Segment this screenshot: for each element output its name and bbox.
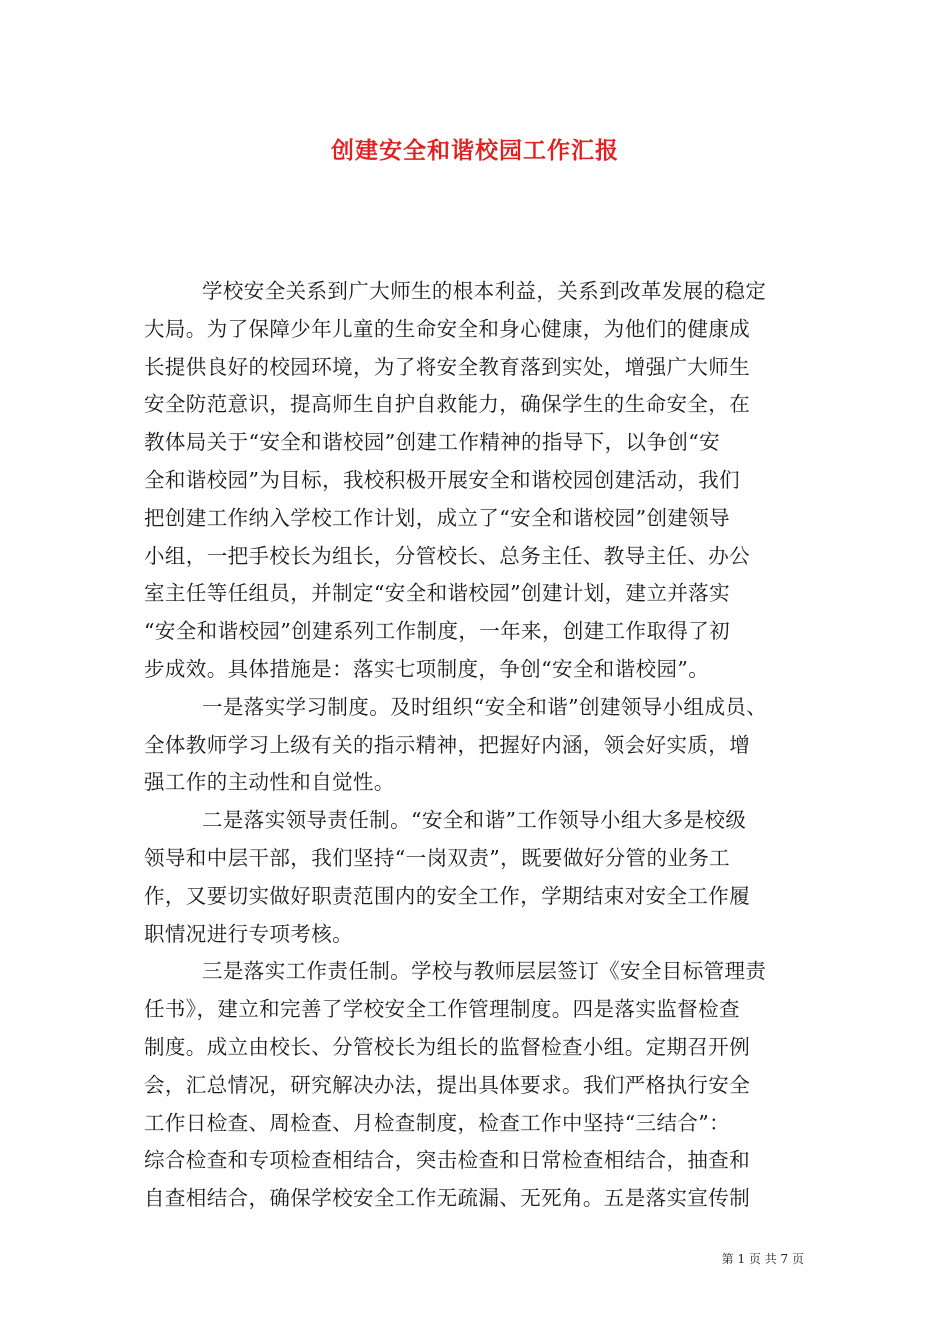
paragraph-1-line-2: 大局。为了保障少年儿童的生命安全和身心健康，为他们的健康成 <box>144 316 751 341</box>
paragraph-2-line-3: 强工作的主动性和自觉性。 <box>144 770 395 795</box>
paragraph-3-line-1: 二是落实领导责任制。“安全和谐”工作领导小组大多是校级 <box>202 808 747 833</box>
paragraph-3-line-4: 职情况进行专项考核。 <box>144 921 353 946</box>
paragraph-1-line-7: 把创建工作纳入学校工作计划，成立了“安全和谐校园”创建领导 <box>144 505 731 530</box>
paragraph-1-line-9: 室主任等任组员，并制定“安全和谐校园”创建计划，建立并落实 <box>144 581 731 606</box>
paragraph-4-line-3: 制度。成立由校长、分管校长为组长的监督检查小组。定期召开例 <box>144 1034 751 1059</box>
paragraph-3-line-2: 领导和中层干部，我们坚持“一岗双责”，既要做好分管的业务工 <box>144 845 731 870</box>
paragraph-3-line-3: 作，又要切实做好职责范围内的安全工作，学期结束对安全工作履 <box>144 883 751 908</box>
paragraph-4-line-1: 三是落实工作责任制。学校与教师层层签订《安全目标管理责 <box>202 959 767 984</box>
paragraph-4-line-2: 任书》，建立和完善了学校安全工作管理制度。四是落实监督检查 <box>144 997 740 1022</box>
paragraph-1-line-4: 安全防范意识，提高师生自护自救能力，确保学生的生命安全，在 <box>144 392 751 417</box>
paragraph-2-line-1: 一是落实学习制度。及时组织“安全和谐”创建领导小组成员、 <box>202 694 768 719</box>
paragraph-4-line-6: 综合检查和专项检查相结合，突击检查和日常检查相结合，抽查和 <box>144 1148 751 1173</box>
paragraph-1-line-1: 学校安全关系到广大师生的根本利益，关系到改革发展的稳定 <box>202 279 767 303</box>
paragraph-4-line-5: 工作日检查、周检查、月检查制度，检查工作中坚持“三结合”： <box>144 1110 731 1135</box>
paragraph-1-line-8: 小组，一把手校长为组长，分管校长、总务主任、教导主任、办公 <box>144 543 751 568</box>
paragraph-1-line-3: 长提供良好的校园环境，为了将安全教育落到实处，增强广大师生 <box>144 354 751 379</box>
paragraph-1-line-10: “安全和谐校园”创建系列工作制度，一年来，创建工作取得了初 <box>144 619 731 644</box>
paragraph-1-line-6: 全和谐校园”为目标，我校积极开展安全和谐校园创建活动，我们 <box>144 467 741 492</box>
paragraph-1-line-11: 步成效。具体措施是：落实七项制度，争创“安全和谐校园”。 <box>144 656 710 681</box>
paragraph-2-line-2: 全体教师学习上级有关的指示精神，把握好内涵，领会好实质，增 <box>144 732 751 757</box>
paragraph-4-line-4: 会，汇总情况，研究解决办法，提出具体要求。我们严格执行安全 <box>144 1072 751 1097</box>
document-body <box>144 273 809 1218</box>
paragraph-1-line-5: 教体局关于“安全和谐校园”创建工作精神的指导下，以争创“安 <box>144 430 721 455</box>
paragraph-4-line-7: 自查相结合，确保学校安全工作无疏漏、无死角。五是落实宣传制 <box>144 1186 751 1211</box>
document-title: 创建安全和谐校园工作汇报 <box>331 137 619 164</box>
page-number-footer: 第 1 页 共 7 页 <box>721 1252 804 1266</box>
